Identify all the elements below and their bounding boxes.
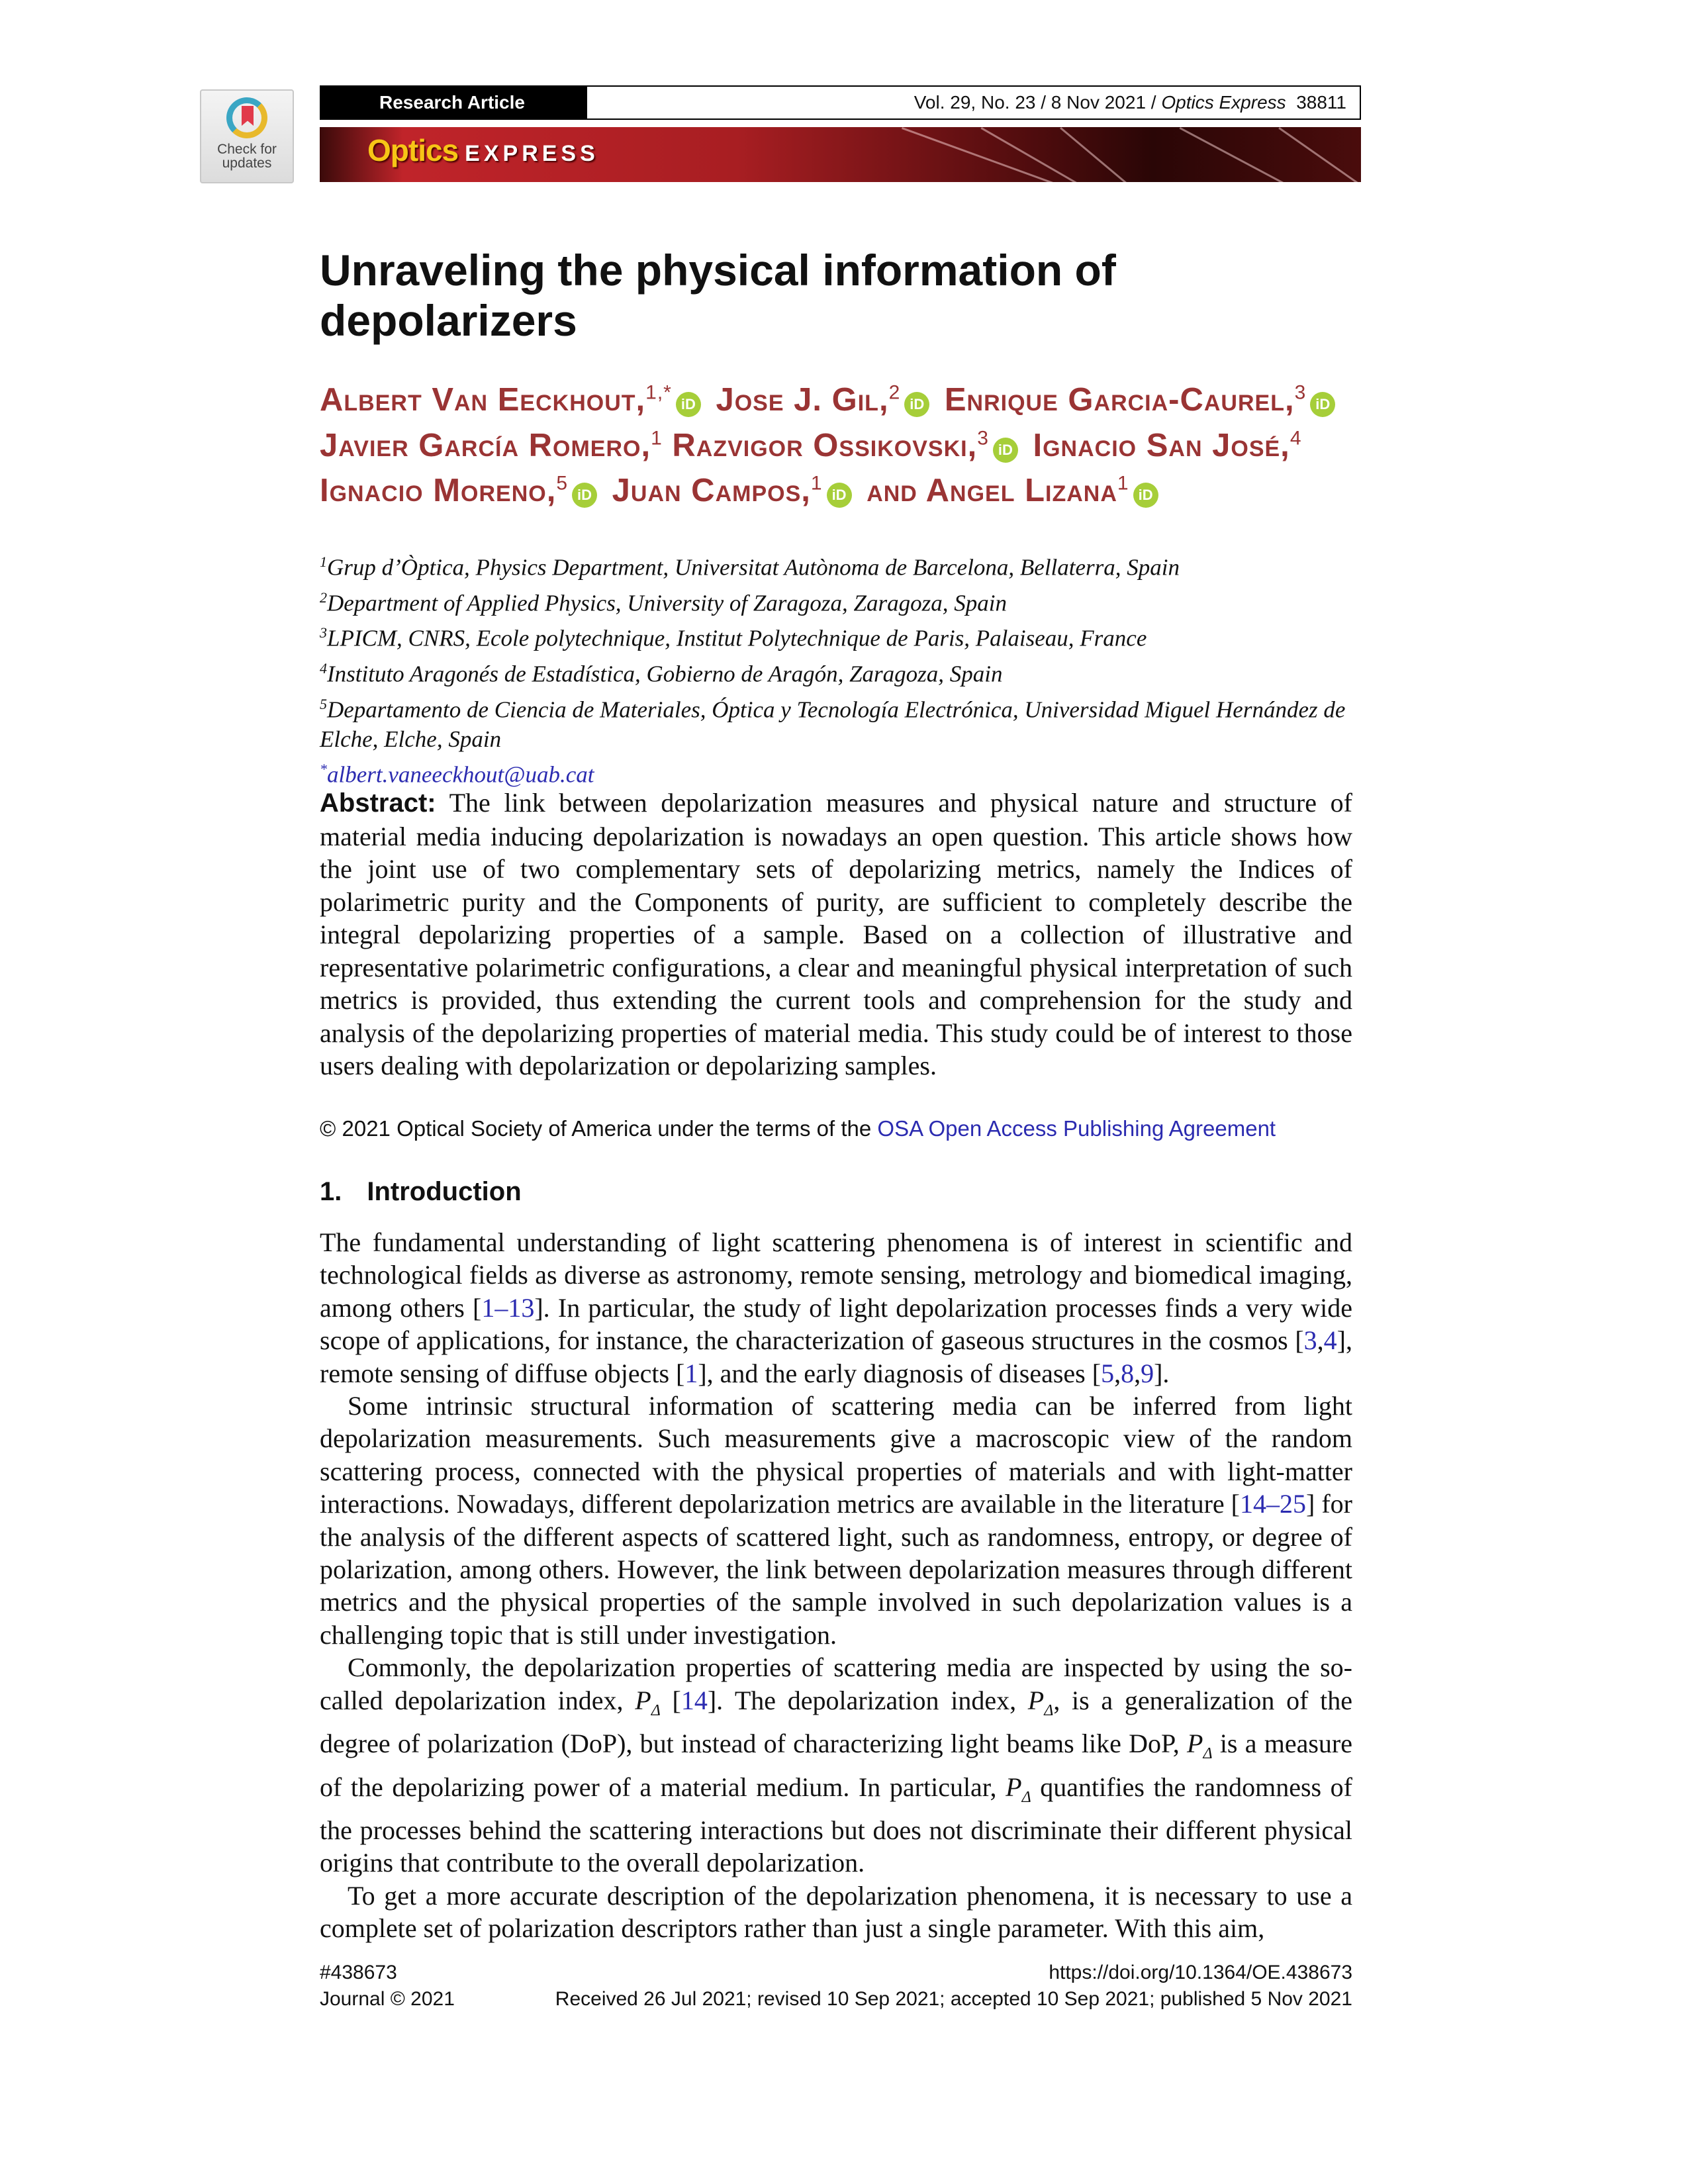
author-name: Juan Campos, xyxy=(612,472,811,508)
affiliation xyxy=(320,689,1359,755)
paper-title: Unraveling the physical information of depolarizers xyxy=(320,246,1116,345)
page-number: 38811 xyxy=(1296,92,1346,113)
text: To get a more accurate description of the depolarization phenomena, it is necessary to use a complete set of polarization descriptors rather than just a single parameter. With this aim, xyxy=(320,1880,1352,1944)
orcid-icon[interactable]: iD xyxy=(904,392,929,417)
author-name: Ignacio Moreno, xyxy=(320,472,557,508)
badge-line2: updates xyxy=(222,156,272,171)
journal-copyright: Journal © 2021 xyxy=(320,1988,455,2010)
author xyxy=(716,382,935,418)
text: ], and the early diagnosis of diseases [ xyxy=(698,1358,1102,1388)
journal-name: Optics Express xyxy=(1161,92,1286,113)
text: ]. The depolarization index, xyxy=(707,1685,1028,1715)
math-symbol xyxy=(1027,1685,1054,1719)
affiliation-number: 2 xyxy=(320,589,327,606)
author xyxy=(1033,428,1302,463)
math-var: P xyxy=(1027,1685,1045,1715)
author xyxy=(672,428,1023,463)
author-affiliation-mark: 3 xyxy=(1294,382,1307,404)
text: ]. In particular, the study of light depolarization processes finds a very wide scope of applications, for instance, the characterization of gaseous structures in the cosmos [ xyxy=(320,1292,1352,1356)
text: Commonly, the depolarization properties of scattering media are inspected by using the so-called depolarization index, xyxy=(320,1652,1352,1715)
author-affiliation-mark: 1 xyxy=(1117,472,1129,495)
author-name: Ignacio San José, xyxy=(1033,427,1290,463)
orcid-icon[interactable]: iD xyxy=(1133,483,1158,508)
citation-link[interactable]: 4 xyxy=(1323,1325,1337,1356)
abstract-label: Abstract: xyxy=(320,788,436,818)
text: Some intrinsic structural information of scattering media can be inferred from light depolarization measurements. Such measurements give a macroscopic view of the random scattering process, connected with the physical properties of materials and with light-matter interactions. Nowadays, different depolarization metrics are available in the literature [ xyxy=(320,1391,1352,1519)
math-symbol xyxy=(1187,1729,1213,1763)
orcid-icon[interactable]: iD xyxy=(827,483,852,508)
affiliation-text: Department of Applied Physics, University of Zaragoza, Zaragoza, Spain xyxy=(327,590,1007,616)
text: , is a generalization of the degree of polarization (DoP), but instead of characterizing light beams like DoP, xyxy=(320,1685,1352,1759)
text: ], remote sensing of diffuse objects [ xyxy=(320,1325,1352,1388)
author-affiliation-mark: 1 xyxy=(810,472,823,495)
body-text xyxy=(320,1226,1352,1945)
section-title: Introduction xyxy=(367,1177,522,1206)
text: [ xyxy=(660,1685,681,1715)
affiliation xyxy=(320,618,1359,653)
affiliation-number: 3 xyxy=(320,624,327,641)
paragraph xyxy=(320,1651,1352,1879)
affiliation-text: LPICM, CNRS, Ecole polytechnique, Institut Polytechnique de Paris, Palaiseau, France xyxy=(327,625,1147,651)
page-footer xyxy=(320,1960,1352,2013)
asterisk: * xyxy=(320,761,327,778)
math-symbol xyxy=(1006,1772,1031,1806)
manuscript-id: #438673 xyxy=(320,1962,397,1983)
citation-link[interactable]: 9 xyxy=(1141,1358,1154,1388)
volume-info xyxy=(914,87,1346,119)
math-subscript: Δ xyxy=(1044,1701,1054,1719)
orcid-icon[interactable]: iD xyxy=(676,392,701,417)
author-name: Javier García Romero, xyxy=(320,427,651,463)
journal-header xyxy=(320,85,1361,120)
author-affiliation-mark: 3 xyxy=(977,427,989,450)
text: , xyxy=(1114,1358,1121,1388)
text: , xyxy=(1317,1325,1324,1356)
text: ] for the analysis of the different aspects of scattered light, such as randomness, entropy, or degree of polarization, among others. However, the link between depolarization measures through different metrics and the physical properties of the sample involved in such depolarization values is a challenging topic that is still under investigation. xyxy=(320,1489,1352,1650)
citation-link[interactable]: 5 xyxy=(1101,1358,1115,1388)
affiliation xyxy=(320,653,1359,689)
volume: Vol. 29, No. 23 / 8 Nov 2021 / xyxy=(914,92,1162,113)
citation-link[interactable]: 14–25 xyxy=(1240,1489,1306,1519)
badge-line1: Check for xyxy=(217,142,277,157)
affiliation-number: 4 xyxy=(320,659,327,677)
check-for-updates-badge[interactable] xyxy=(200,89,294,183)
optics-express-logo: Optics EXPRESS xyxy=(367,133,599,167)
citation-link[interactable]: 3 xyxy=(1303,1325,1317,1356)
author-affiliation-mark: 2 xyxy=(888,382,901,404)
author-name: Razvigor Ossikovski, xyxy=(672,427,978,463)
citation-link[interactable]: 14 xyxy=(680,1685,708,1715)
license-link[interactable]: OSA Open Access Publishing Agreement xyxy=(877,1116,1276,1141)
text: ]. xyxy=(1154,1358,1170,1388)
text: is a measure of the depolarizing power of a material medium. In particular, xyxy=(320,1729,1352,1802)
paragraph xyxy=(320,1879,1352,1945)
section-number: 1. xyxy=(320,1177,342,1206)
abstract xyxy=(320,786,1352,1082)
publication-dates: Received 26 Jul 2021; revised 10 Sep 2021; accepted 10 Sep 2021; published 5 Nov 2021 xyxy=(555,1988,1352,2010)
affiliation-text: Departamento de Ciencia de Materiales, Óptica y Tecnología Electrónica, Universidad Miguel Hernández de Elche, Elche, Spain xyxy=(320,696,1346,753)
article-type: Research Article xyxy=(321,87,587,119)
author-affiliation-mark: 5 xyxy=(556,472,569,495)
copyright xyxy=(320,1116,1276,1141)
math-var: P xyxy=(1006,1772,1022,1802)
affiliation-number: 1 xyxy=(320,553,327,570)
affiliation-text: Instituto Aragonés de Estadística, Gobierno de Aragón, Zaragoza, Spain xyxy=(327,661,1003,687)
author-affiliation-mark: 1,* xyxy=(645,382,672,404)
affiliation-text: Grup d’Òptica, Physics Department, Universitat Autònoma de Barcelona, Bellaterra, Spain xyxy=(327,554,1180,581)
affiliation xyxy=(320,547,1359,583)
affiliations xyxy=(320,547,1359,790)
math-subscript: Δ xyxy=(651,1701,661,1719)
math-symbol xyxy=(635,1685,661,1719)
author-name: Jose J. Gil, xyxy=(716,382,889,418)
abstract-text: The link between depolarization measures and physical nature and structure of material media inducing depolarization is nowadays an open question. This article shows how the joint use of two complementary sets of depolarizing metrics, namely the Indices of polarimetric purity and the Components of purity, are sufficient to completely describe the integral depolarizing properties of a sample. Based on a collection of illustrative and representative polarimetric configurations, a clear and meaningful physical interpretation of such metrics is provided, thus extending the current tools and comprehension for the study and analysis of the depolarizing properties of material media. This study could be of interest to those users dealing with depolarization or depolarizing samples. xyxy=(320,788,1352,1080)
orcid-icon[interactable]: iD xyxy=(572,483,597,508)
author xyxy=(320,428,672,463)
paragraph xyxy=(320,1390,1352,1651)
paragraph xyxy=(320,1226,1352,1390)
affiliation xyxy=(320,583,1359,618)
math-subscript: Δ xyxy=(1021,1788,1031,1806)
copyright-text: © 2021 Optical Society of America under the terms of the xyxy=(320,1116,878,1141)
doi-link[interactable]: https://doi.org/10.1364/OE.438673 xyxy=(1049,1962,1352,1983)
orcid-icon[interactable]: iD xyxy=(1310,392,1335,417)
author-name: Enrique Garcia-Caurel, xyxy=(944,382,1295,418)
journal-banner xyxy=(320,127,1361,182)
corresponding-email[interactable] xyxy=(320,754,1359,790)
math-var: P xyxy=(635,1685,651,1715)
crossmark-icon xyxy=(226,97,267,138)
author-affiliation-mark: 1 xyxy=(651,427,663,450)
math-subscript: Δ xyxy=(1203,1745,1213,1763)
author-affiliation-mark: 4 xyxy=(1289,427,1302,450)
author-name: and Angel Lizana xyxy=(867,472,1117,508)
author xyxy=(945,382,1340,418)
author xyxy=(320,473,602,508)
author-list xyxy=(320,374,1366,510)
text: The fundamental understanding of light scattering phenomena is of interest in scientific and technological fields as diverse as astronomy, remote sensing, metrology and biomedical imaging, among others [ xyxy=(320,1227,1352,1323)
citation-link[interactable]: 1–13 xyxy=(481,1292,535,1323)
email-address[interactable]: albert.vaneeckhout@uab.cat xyxy=(327,761,594,788)
author-name: Albert Van Eeckhout, xyxy=(320,382,646,418)
author xyxy=(612,473,857,508)
section-heading xyxy=(320,1177,522,1207)
author xyxy=(320,382,706,418)
math-var: P xyxy=(1187,1729,1203,1759)
author xyxy=(867,473,1163,508)
citation-link[interactable]: 1 xyxy=(684,1358,698,1388)
text: , xyxy=(1134,1358,1141,1388)
orcid-icon[interactable]: iD xyxy=(993,438,1018,463)
affiliation-number: 5 xyxy=(320,695,327,712)
text: quantifies the randomness of the processes behind the scattering interactions but does not discriminate their different physical origins that contribute to the overall depolarization. xyxy=(320,1772,1353,1878)
citation-link[interactable]: 8 xyxy=(1121,1358,1135,1388)
